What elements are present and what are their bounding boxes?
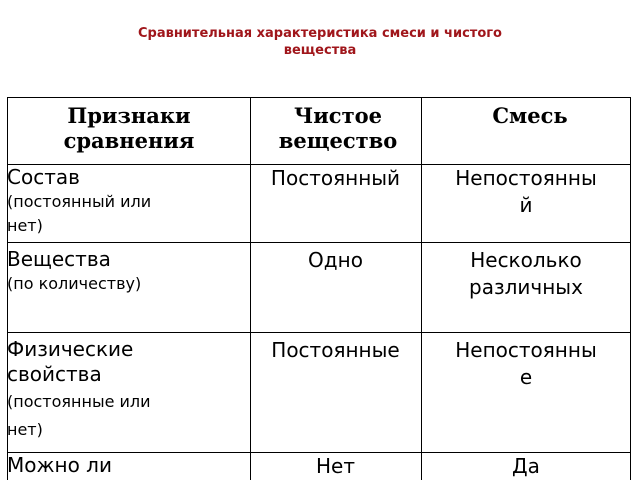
row-composition-mixture-line-2: й — [519, 193, 533, 217]
row-substances-pure — [251, 247, 420, 274]
table-divider-1 — [250, 97, 251, 480]
slide-title-line-1: Сравнительная характеристика смеси и чистого — [137, 26, 502, 41]
row-substances-label: Вещества — [7, 247, 111, 271]
row-substances-pure-value: Одно — [308, 248, 363, 272]
row-composition-label: Состав — [7, 165, 80, 189]
header-mixture-label: Смесь — [492, 103, 568, 128]
row-substances-criteria — [7, 247, 249, 296]
table-row-divider-2 — [7, 242, 631, 243]
header-pure-line-1: Чистое — [294, 103, 382, 128]
row-physical-mixture — [422, 337, 630, 391]
row-physical-criteria — [7, 337, 249, 443]
header-criteria-line-2: сравнения — [63, 128, 195, 153]
row-separation-mixture — [422, 453, 630, 480]
row-separation-pure — [251, 453, 420, 480]
row-substances-mixture-line-1: Несколько — [470, 248, 582, 272]
row-physical-pure — [251, 337, 420, 364]
row-substances-mixture — [422, 247, 630, 301]
row-separation-label: Можно ли — [7, 453, 112, 477]
header-pure-substance — [258, 103, 418, 153]
row-physical-sub-2: нет) — [7, 420, 43, 439]
row-composition-sub-2: нет) — [7, 216, 43, 235]
header-pure-line-2: вещество — [278, 128, 398, 153]
slide-title-line-2: вещества — [283, 43, 357, 58]
row-substances-mixture-line-2: различных — [469, 275, 583, 299]
header-criteria-line-1: Признаки — [67, 103, 191, 128]
row-composition-pure — [251, 165, 420, 192]
row-separation-mixture-value: Да — [512, 454, 540, 478]
row-substances-sub: (по количеству) — [7, 274, 142, 293]
table-row-divider-3 — [7, 332, 631, 333]
row-physical-label-2: свойства — [7, 362, 102, 386]
row-composition-sub-1: (постоянный или — [7, 192, 152, 211]
row-physical-mixture-line-2: е — [519, 365, 533, 389]
row-composition-pure-value: Постоянный — [270, 166, 401, 190]
header-criteria — [17, 103, 241, 153]
row-composition-mixture — [422, 165, 630, 219]
row-physical-label-1: Физические — [7, 337, 134, 361]
row-physical-sub-1: (постоянные или — [7, 392, 151, 411]
row-physical-mixture-line-1: Непостоянны — [455, 338, 597, 362]
row-composition-mixture-line-1: Непостоянны — [455, 166, 597, 190]
row-physical-pure-value: Постоянные — [271, 338, 400, 362]
row-separation-criteria — [7, 453, 249, 478]
header-mixture — [430, 103, 630, 128]
table-border-top — [7, 97, 631, 98]
row-composition-criteria — [7, 165, 249, 238]
table-border-right — [630, 97, 631, 480]
row-separation-pure-value: Нет — [316, 454, 355, 478]
